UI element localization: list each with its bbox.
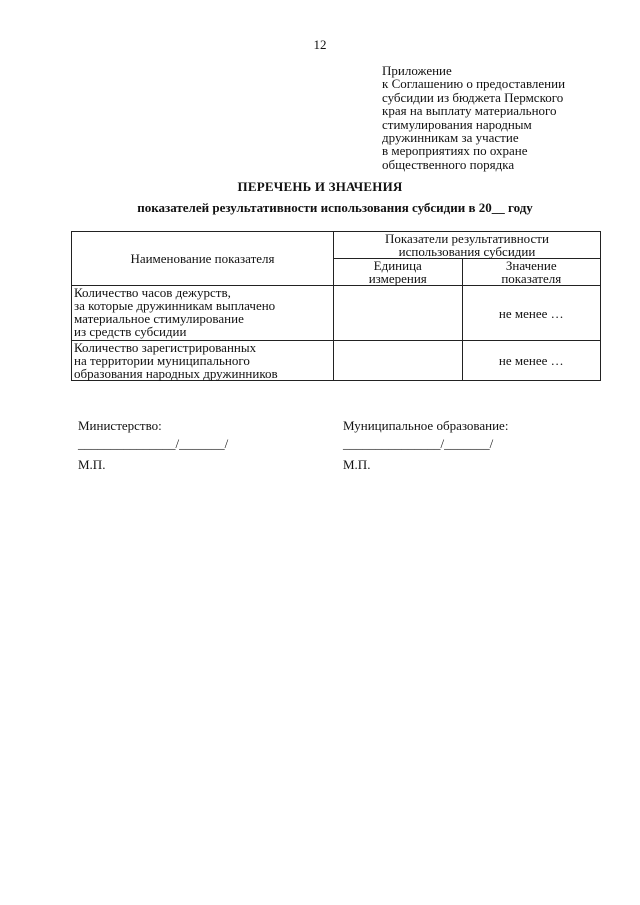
appendix-line: Приложение (382, 63, 452, 78)
indicator-name-line: на территории муниципального (74, 353, 250, 368)
document-title: ПЕРЕЧЕНЬ И ЗНАЧЕНИЯ (237, 179, 403, 194)
header-unit-line: измерения (368, 271, 427, 286)
indicator-name-line: Количество зарегистрированных (74, 340, 257, 355)
signature-label: Министерство: (78, 418, 162, 433)
indicator-name-cell (72, 341, 334, 381)
unit-cell (333, 341, 462, 381)
signature-label: Муниципальное образование: (343, 418, 509, 433)
appendix-note (382, 64, 622, 171)
table-row (72, 341, 601, 381)
indicator-name-line: из средств субсидии (74, 324, 187, 339)
header-indicators-group (333, 232, 600, 259)
value-cell: не менее … (462, 341, 600, 381)
document-subtitle: показателей результативности использования субсидии в 20__ году (137, 200, 533, 215)
header-unit-line: Единица (373, 258, 422, 273)
unit-cell (333, 286, 462, 341)
header-value-line: Значение (505, 258, 557, 273)
appendix-line: субсидии из бюджета Пермского (382, 89, 564, 105)
appendix-line: общественного порядка (382, 156, 515, 172)
page-number: 12 (313, 37, 327, 52)
indicator-name-cell (72, 286, 334, 341)
indicator-name-line: за которые дружинникам выплачено (74, 298, 276, 313)
table-header-row (72, 232, 601, 259)
header-value (462, 259, 600, 286)
header-group-line: Показатели результативности (385, 231, 549, 246)
indicators-table (71, 231, 601, 381)
signature-block-municipality (343, 418, 508, 473)
indicator-name-line: материальное стимулирование (74, 311, 244, 326)
appendix-line: дружинникам за участие (382, 130, 519, 146)
table-row (72, 286, 601, 341)
header-value-line: показателя (501, 271, 562, 286)
header-indicator-name: Наименование показателя (72, 232, 334, 286)
signature-line: _______________/_______/ (343, 436, 494, 451)
appendix-line: в мероприятиях по охране (382, 143, 528, 159)
header-unit (333, 259, 462, 286)
value-cell: не менее … (462, 286, 600, 341)
header-group-line: использования субсидии (398, 244, 536, 259)
appendix-line: стимулирования народным (382, 116, 532, 132)
stamp-place: М.П. (343, 457, 371, 472)
appendix-line: к Соглашению о предоставлении (382, 76, 566, 92)
signature-block-ministry (78, 418, 228, 473)
indicator-name-line: Количество часов дежурств, (74, 285, 231, 300)
stamp-place: М.П. (78, 457, 106, 472)
appendix-line: края на выплату материального (382, 103, 557, 119)
indicator-name-line: образования народных дружинников (74, 366, 278, 381)
signature-line: _______________/_______/ (78, 436, 229, 451)
